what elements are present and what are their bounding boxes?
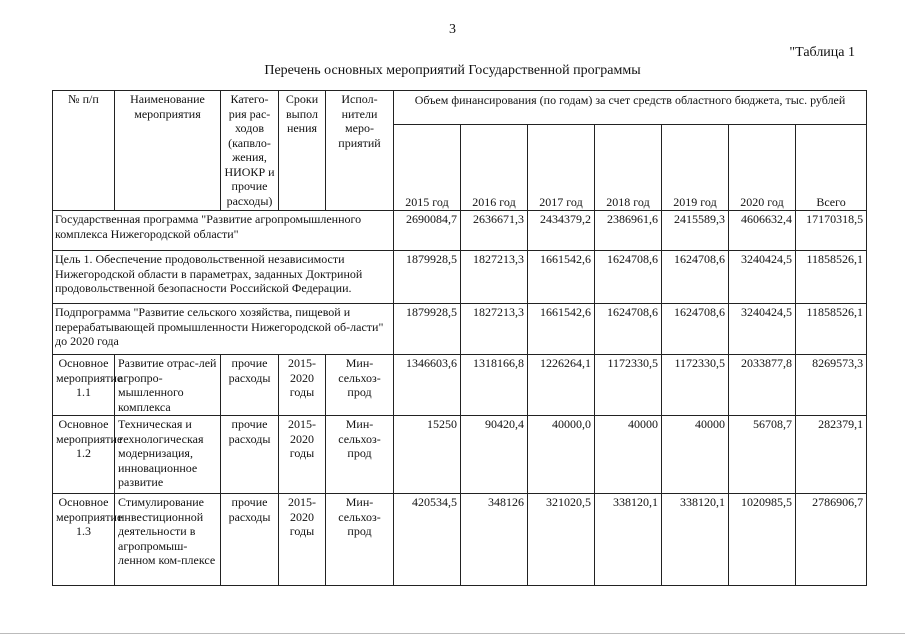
row-label: Подпрограмма "Развитие сельского хозяйства, пищевой и перерабатывающей промышленности Нижегородской об-ласти" до 2020 года [53, 304, 394, 355]
value-cell: 2434379,2 [528, 211, 595, 251]
table-row-activity-1-1 [53, 355, 867, 416]
header-row [53, 91, 867, 125]
activity-num: Основное мероприятие 1.2 [53, 416, 115, 494]
activity-period: 2015-2020 годы [279, 355, 326, 416]
header-year-2019: 2019 год [662, 125, 729, 211]
value-cell: 1020985,5 [729, 494, 796, 586]
header-name: Наименование мероприятия [115, 91, 221, 211]
value-cell: 1318166,8 [461, 355, 528, 416]
value-cell: 4606632,4 [729, 211, 796, 251]
row-label: Государственная программа "Развитие агропромышленного комплекса Нижегородской области" [53, 211, 394, 251]
activity-category: прочие расходы [221, 494, 279, 586]
document-title: Перечень основных мероприятий Государственной программы [264, 63, 641, 78]
activity-num: Основное мероприятие 1.1 [53, 355, 115, 416]
value-cell: 321020,5 [528, 494, 595, 586]
value-cell: 11858526,1 [796, 251, 867, 304]
value-cell: 1661542,6 [528, 251, 595, 304]
value-cell: 338120,1 [595, 494, 662, 586]
table-row-program [53, 211, 867, 251]
value-cell: 2033877,8 [729, 355, 796, 416]
value-cell: 17170318,5 [796, 211, 867, 251]
activity-executor: Мин-сельхоз-прод [326, 416, 394, 494]
activity-name: Стимулирование инвестиционной деятельности в агропромыш-ленном ком-плексе [115, 494, 221, 586]
value-cell: 1827213,3 [461, 304, 528, 355]
value-cell: 40000,0 [528, 416, 595, 494]
value-cell: 348126 [461, 494, 528, 586]
value-cell: 1624708,6 [662, 304, 729, 355]
activity-category: прочие расходы [221, 355, 279, 416]
value-cell: 2786906,7 [796, 494, 867, 586]
value-cell: 2415589,3 [662, 211, 729, 251]
activity-name: Развитие отрас-лей агропро-мышленного комплекса [115, 355, 221, 416]
value-cell: 8269573,3 [796, 355, 867, 416]
value-cell: 2386961,6 [595, 211, 662, 251]
value-cell: 1827213,3 [461, 251, 528, 304]
table-row-subprogram [53, 304, 867, 355]
value-cell: 1226264,1 [528, 355, 595, 416]
value-cell: 1879928,5 [394, 304, 461, 355]
activities-table [52, 90, 867, 586]
value-cell: 1879928,5 [394, 251, 461, 304]
page-number: 3 [449, 22, 456, 37]
value-cell: 2636671,3 [461, 211, 528, 251]
value-cell: 3240424,5 [729, 304, 796, 355]
header-total: Всего [796, 125, 867, 211]
value-cell: 1624708,6 [595, 251, 662, 304]
value-cell: 56708,7 [729, 416, 796, 494]
activity-num: Основное мероприятие 1.3 [53, 494, 115, 586]
header-category: Катего-рия рас-ходов (капвло-жения, НИОКР и прочие расходы) [221, 91, 279, 211]
value-cell: 1624708,6 [662, 251, 729, 304]
value-cell: 1624708,6 [595, 304, 662, 355]
header-year-2017: 2017 год [528, 125, 595, 211]
value-cell: 1172330,5 [595, 355, 662, 416]
header-year-2015: 2015 год [394, 125, 461, 211]
value-cell: 40000 [662, 416, 729, 494]
header-funding: Объем финансирования (по годам) за счет средств областного бюджета, тыс. рублей [394, 91, 867, 125]
header-num: № п/п [53, 91, 115, 211]
activity-category: прочие расходы [221, 416, 279, 494]
header-executor: Испол-нители меро-приятий [326, 91, 394, 211]
table-row-activity-1-2 [53, 416, 867, 494]
value-cell: 1172330,5 [662, 355, 729, 416]
row-label: Цель 1. Обеспечение продовольственной независимости Нижегородской области в параметрах, заданных Доктриной продовольственной безопасности Российской Федерации. [53, 251, 394, 304]
table-row-activity-1-3 [53, 494, 867, 586]
activity-executor: Мин-сельхоз-прод [326, 494, 394, 586]
value-cell: 40000 [595, 416, 662, 494]
value-cell: 1346603,6 [394, 355, 461, 416]
activity-period: 2015-2020 годы [279, 494, 326, 586]
value-cell: 420534,5 [394, 494, 461, 586]
value-cell: 2690084,7 [394, 211, 461, 251]
activity-period: 2015-2020 годы [279, 416, 326, 494]
activity-executor: Мин-сельхоз-прод [326, 355, 394, 416]
activity-name: Техническая и технологическая модернизация, инновационное развитие [115, 416, 221, 494]
header-year-2018: 2018 год [595, 125, 662, 211]
table-row-goal [53, 251, 867, 304]
scan-bottom-edge [0, 633, 905, 634]
header-period: Сроки выпол нения [279, 91, 326, 211]
value-cell: 1661542,6 [528, 304, 595, 355]
value-cell: 90420,4 [461, 416, 528, 494]
table-reference: "Таблица 1 [789, 45, 855, 60]
value-cell: 338120,1 [662, 494, 729, 586]
value-cell: 3240424,5 [729, 251, 796, 304]
value-cell: 282379,1 [796, 416, 867, 494]
value-cell: 11858526,1 [796, 304, 867, 355]
header-year-2016: 2016 год [461, 125, 528, 211]
value-cell: 15250 [394, 416, 461, 494]
table-container [52, 90, 867, 586]
header-year-2020: 2020 год [729, 125, 796, 211]
